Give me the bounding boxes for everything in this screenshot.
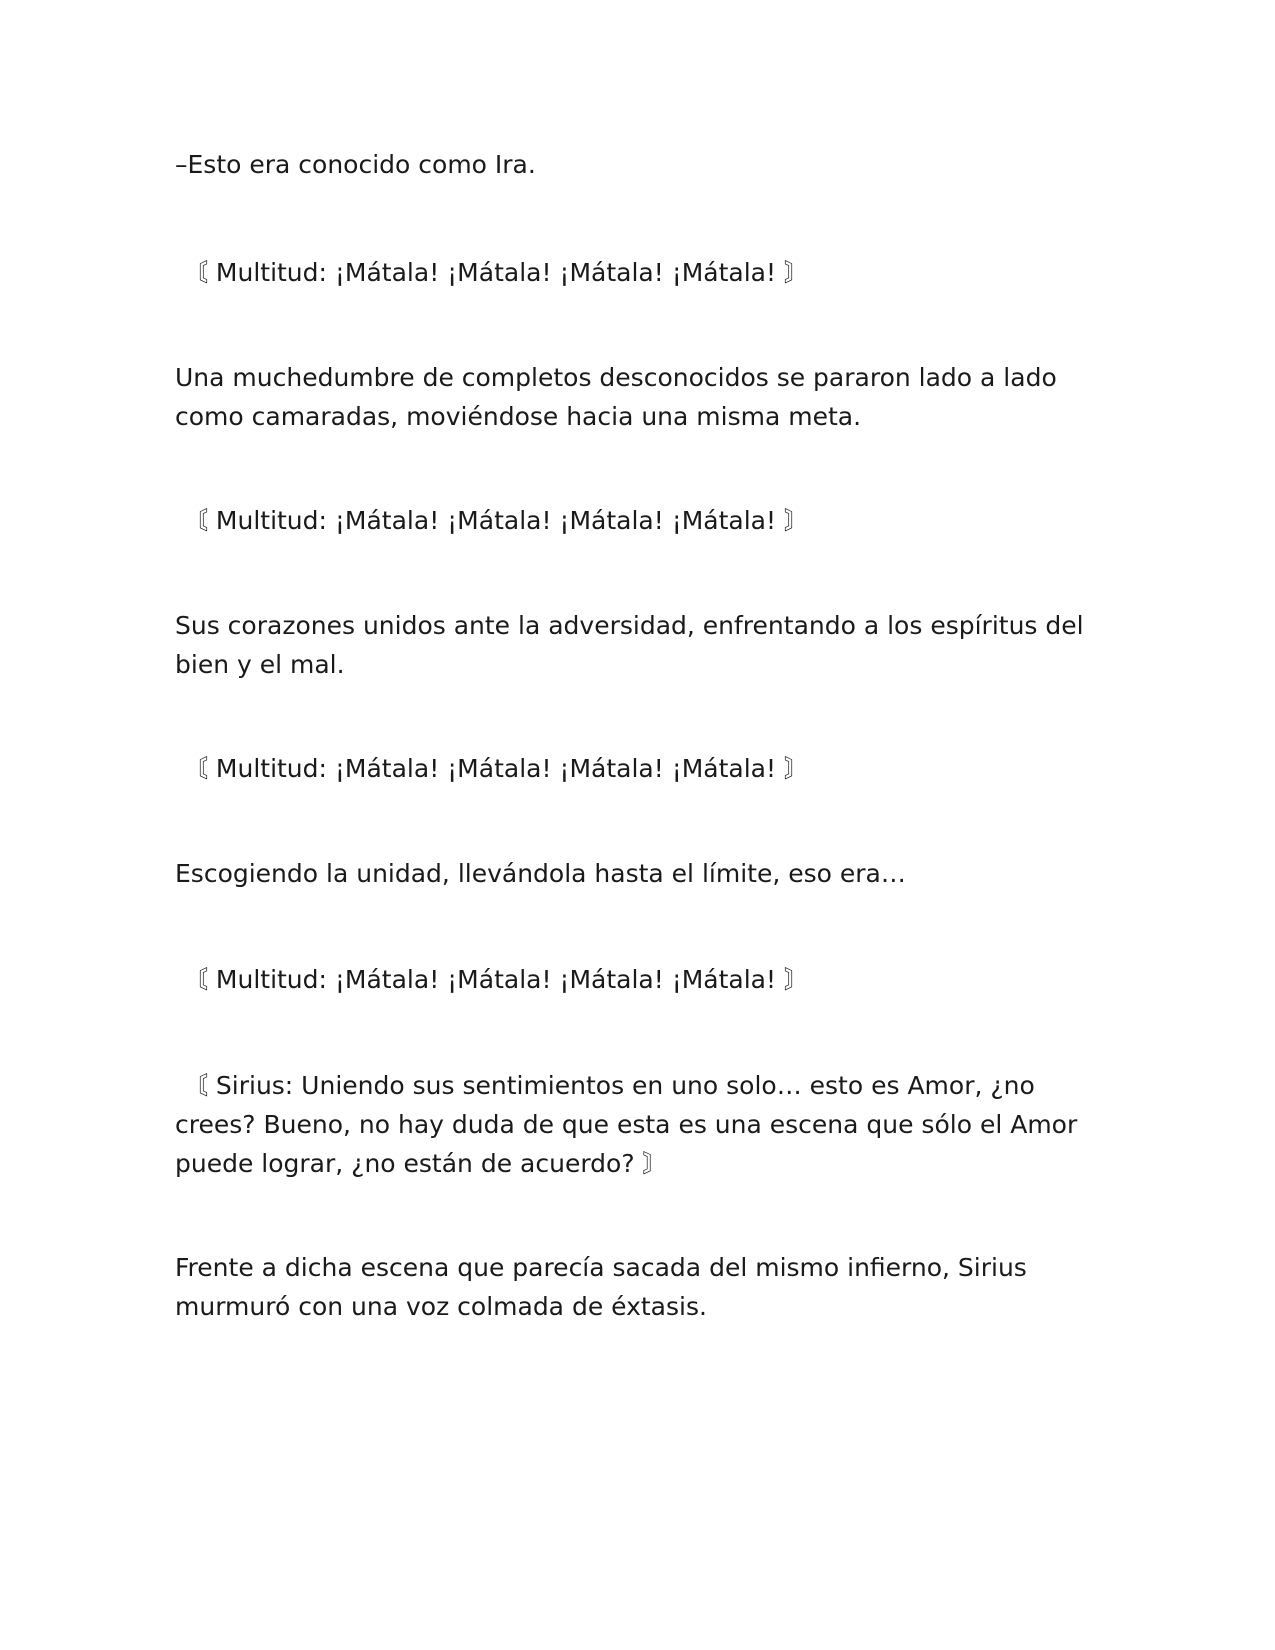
paragraph-narration-muchedumbre: Una muchedumbre de completos desconocidos se pararon lado a lado como camaradas, moviéndose hacia una misma meta. (175, 363, 1065, 431)
paragraph-dialogue-multitud-3: 〘 Multitud: ¡Mátala! ¡Mátala! ¡Mátala! ¡Mátala! 〙 (175, 754, 809, 783)
paragraph-narration-corazones: Sus corazones unidos ante la adversidad, enfrentando a los espíritus del bien y el mal. (175, 611, 1092, 679)
paragraph-narration-frente: Frente a dicha escena que parecía sacada del mismo infierno, Sirius murmuró con una voz colmada de éxtasis. (175, 1253, 1035, 1321)
paragraph-dialogue-multitud-2: 〘 Multitud: ¡Mátala! ¡Mátala! ¡Mátala! ¡Mátala! 〙 (175, 506, 809, 535)
paragraph-dialogue-multitud-4: 〘 Multitud: ¡Mátala! ¡Mátala! ¡Mátala! ¡Mátala! 〙 (175, 965, 809, 994)
paragraph-narration-unidad: Escogiendo la unidad, llevándola hasta el límite, eso era… (175, 859, 906, 888)
paragraph-dialogue-multitud-1: 〘 Multitud: ¡Mátala! ¡Mátala! ¡Mátala! ¡Mátala! 〙 (175, 258, 809, 287)
paragraph-narration-ira: –Esto era conocido como Ira. (175, 150, 536, 179)
paragraph-dialogue-sirius: 〘 Sirius: Uniendo sus sentimientos en uno solo… esto es Amor, ¿no crees? Bueno, no hay duda de que esta es una escena que sólo el Amor puede lograr, ¿no están de acuerdo? 〙 (175, 1071, 1086, 1178)
